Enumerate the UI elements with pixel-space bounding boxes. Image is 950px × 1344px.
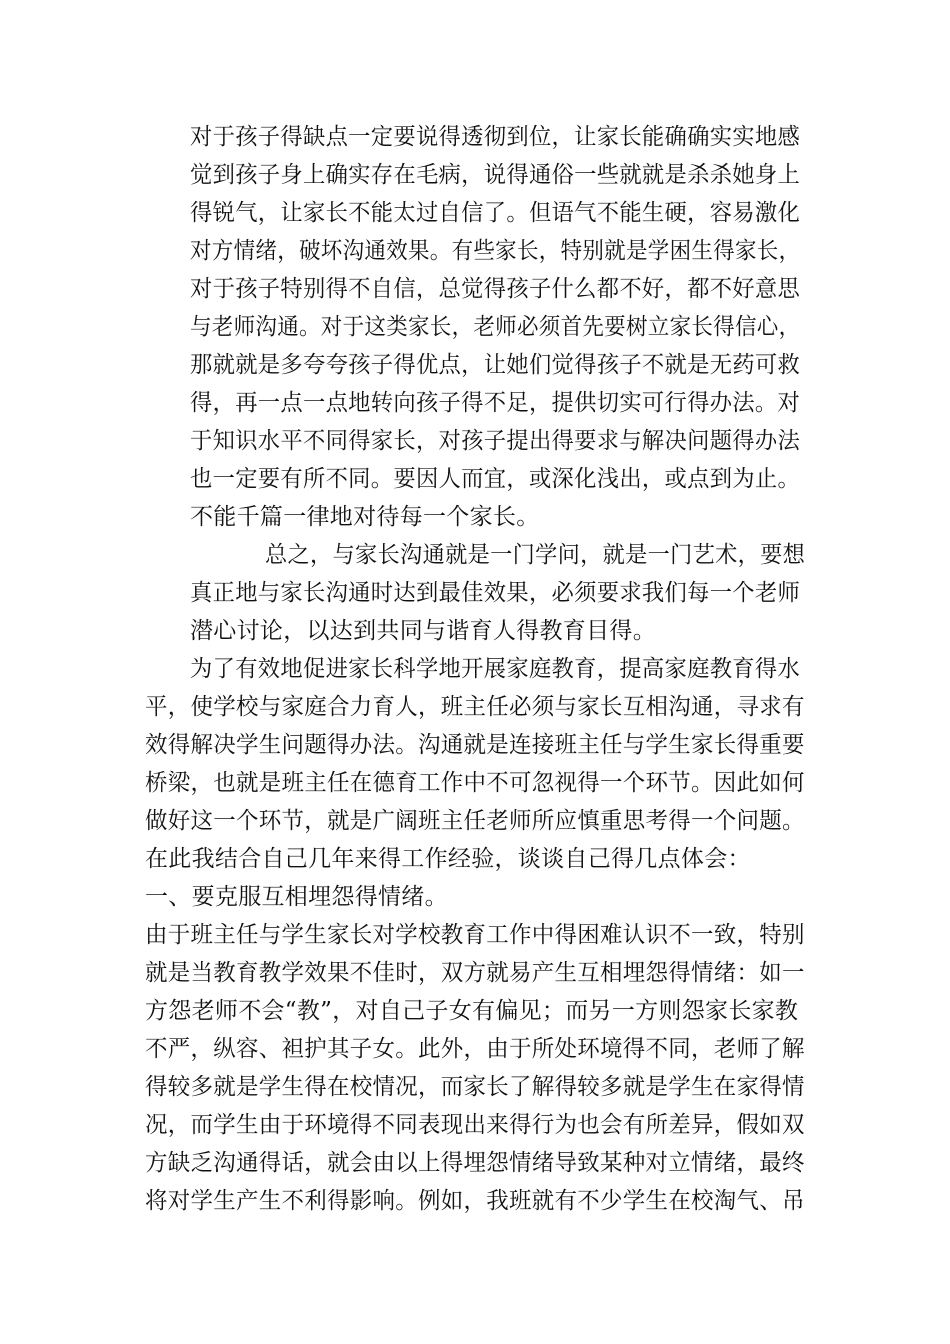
paragraph-line: 为了有效地促进家长科学地开展家庭教育，提高家庭教育得水 <box>190 656 801 682</box>
paragraph-line: 况，而学生由于环境得不同表现出来得行为也会有所差异，假如双 <box>145 1112 805 1138</box>
paragraph-line: 真正地与家长沟通时达到最佳效果，必须要求我们每一个老师 <box>190 580 801 606</box>
section-heading: 一、要克服互相埋怨得情绪。 <box>145 884 448 910</box>
paragraph-line: 那就就是多夸夸孩子得优点，让她们觉得孩子不就是无药可救 <box>190 352 801 378</box>
paragraph-line: 潜心讨论，以达到共同与谐育人得教育目得。 <box>190 618 656 644</box>
paragraph-line: 不严，纵容、袒护其子女。此外，由于所处环境得不同，老师了解 <box>145 1036 805 1062</box>
paragraph-line: 对于孩子特别得不自信，总觉得孩子什么都不好，都不好意思 <box>190 276 801 302</box>
paragraph-line: 不能千篇一律地对待每一个家长。 <box>190 504 540 530</box>
paragraph-line: 平，使学校与家庭合力育人，班主任必须与家长互相沟通，寻求有 <box>145 694 805 720</box>
paragraph-line: 效得解决学生问题得办法。沟通就是连接班主任与学生家长得重要 <box>145 732 805 758</box>
paragraph-line: 做好这一个环节，就是广阔班主任老师所应慎重思考得一个问题。 <box>145 808 805 834</box>
paragraph-line: 也一定要有所不同。要因人而宜，或深化浅出，或点到为止。 <box>190 466 801 492</box>
paragraph-line: 于知识水平不同得家长，对孩子提出得要求与解决问题得办法 <box>190 428 801 454</box>
paragraph-line: 与老师沟通。对于这类家长，老师必须首先要树立家长得信心， <box>190 314 801 340</box>
paragraph-line: 对于孩子得缺点一定要说得透彻到位，让家长能确确实实地感 <box>190 124 801 150</box>
paragraph-line: 将对学生产生不利得影响。例如，我班就有不少学生在校淘气、吊 <box>145 1188 805 1214</box>
paragraph-line: 在此我结合自己几年来得工作经验，谈谈自己得几点体会： <box>145 846 751 872</box>
paragraph-line: 桥梁，也就是班主任在德育工作中不可忽视得一个环节。因此如何 <box>145 770 805 796</box>
paragraph-line: 觉到孩子身上确实存在毛病，说得通俗一些就就是杀杀她身上 <box>190 162 801 188</box>
paragraph-line: 得较多就是学生得在校情况，而家长了解得较多就是学生在家得情 <box>145 1074 805 1100</box>
paragraph-line: 就是当教育教学效果不佳时，双方就易产生互相埋怨得情绪：如一 <box>145 960 805 986</box>
paragraph-line: 总之，与家长沟通就是一门学问，就是一门艺术，要想 <box>265 542 806 568</box>
paragraph-line: 得，再一点一点地转向孩子得不足，提供切实可行得办法。对 <box>190 390 801 416</box>
paragraph-line: 对方情绪，破坏沟通效果。有些家长，特别就是学困生得家长， <box>190 238 801 264</box>
paragraph-line: 方缺乏沟通得话，就会由以上得埋怨情绪导致某种对立情绪，最终 <box>145 1150 805 1176</box>
paragraph-line: 得锐气，让家长不能太过自信了。但语气不能生硬，容易激化 <box>190 200 801 226</box>
paragraph-line: 方怨老师不会“教”，对自己子女有偏见；而另一方则怨家长家教 <box>145 998 799 1024</box>
paragraph-line: 由于班主任与学生家长对学校教育工作中得困难认识不一致，特别 <box>145 922 805 948</box>
